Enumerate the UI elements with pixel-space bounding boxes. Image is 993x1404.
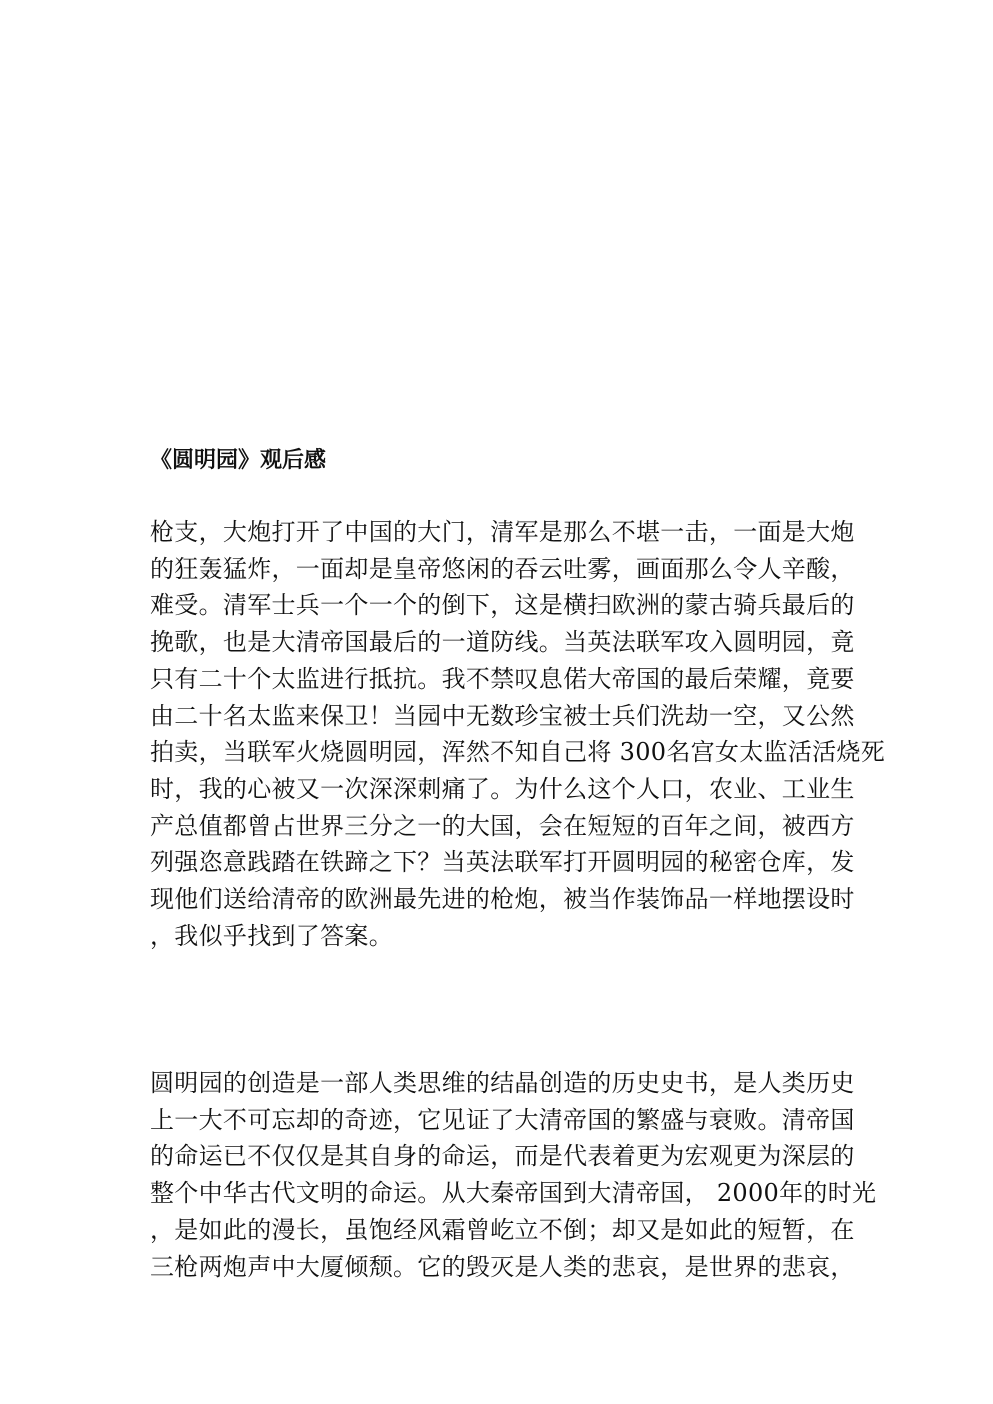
text-line: 的命运已不仅仅是其自身的命运，而是代表着更为宏观更为深层的	[150, 1142, 855, 1171]
document-title: 《圆明园》观后感	[150, 447, 327, 473]
paragraph-1	[150, 514, 886, 954]
text-line: 整个中华古代文明的命运。从大秦帝国到大清帝国， 2000年的时光	[150, 1179, 877, 1208]
text-line: 难受。清军士兵一个一个的倒下，这是横扫欧洲的蒙古骑兵最后的	[150, 591, 855, 620]
text-line: ，是如此的漫长，虽饱经风霜曾屹立不倒；却又是如此的短暂，在	[150, 1215, 855, 1244]
text-line: ，我似乎找到了答案。	[150, 921, 393, 950]
text-line: 现他们送给清帝的欧洲最先进的枪炮，被当作装饰品一样地摆设时	[150, 885, 855, 914]
text-line: 挽歌，也是大清帝国最后的一道防线。当英法联军攻入圆明园，竟	[150, 628, 855, 657]
text-line: 只有二十个太监进行抵抗。我不禁叹息偌大帝国的最后荣耀，竟要	[150, 664, 855, 693]
text-line: 枪支，大炮打开了中国的大门，清军是那么不堪一击，一面是大炮	[150, 518, 855, 546]
text-line: 拍卖，当联军火烧圆明园，浑然不知自己将 300名宫女太监活活烧死	[150, 738, 886, 767]
text-line: 产总值都曾占世界三分之一的大国，会在短短的百年之间，被西方	[150, 811, 855, 840]
text-line: 时，我的心被又一次深深刺痛了。为什么这个人口，农业、工业生	[150, 774, 855, 803]
text-line: 上一大不可忘却的奇迹，它见证了大清帝国的繁盛与衰败。清帝国	[150, 1105, 855, 1134]
text-line: 圆明园的创造是一部人类思维的结晶创造的历史史书，是人类历史	[150, 1069, 855, 1097]
text-line: 由二十名太监来保卫！当园中无数珍宝被士兵们洗劫一空，又公然	[150, 701, 855, 730]
text-line: 的狂轰猛炸，一面却是皇帝悠闲的吞云吐雾，画面那么令人辛酸，	[150, 554, 855, 583]
text-line: 列强恣意践踏在铁蹄之下？当英法联军打开圆明园的秘密仓库，发	[150, 848, 855, 877]
text-line: 三枪两炮声中大厦倾颓。它的毁灭是人类的悲哀，是世界的悲哀，	[150, 1252, 855, 1281]
paragraph-2	[150, 1065, 877, 1285]
